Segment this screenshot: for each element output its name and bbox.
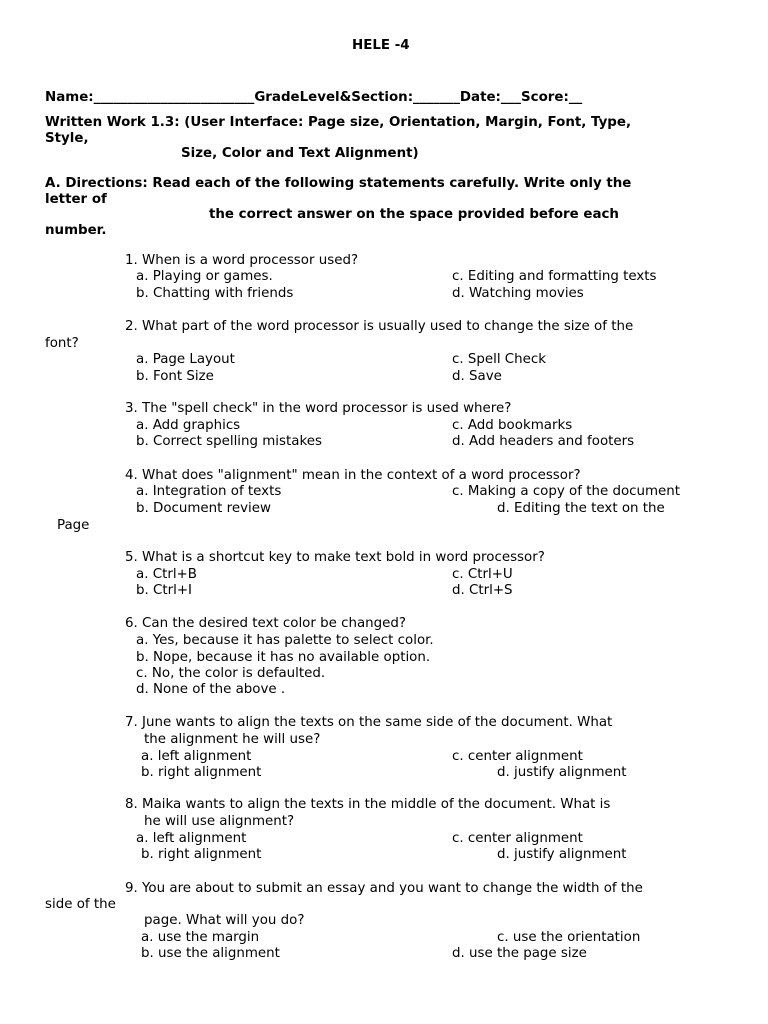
q4-option-c: c. Making a copy of the document <box>452 484 681 499</box>
directions-line-1: A. Directions: Read each of the following statements carefully. Write only the <box>45 176 632 191</box>
q9-option-d: d. use the page size <box>452 946 587 961</box>
question-9-continued: side of the <box>45 897 116 912</box>
q5-option-a: a. Ctrl+B <box>136 567 197 582</box>
question-9: 9. You are about to submit an essay and you want to change the width of the <box>125 881 643 896</box>
question-1: 1. When is a word processor used? <box>125 253 359 268</box>
q2-option-c: c. Spell Check <box>452 352 547 367</box>
q5-option-b: b. Ctrl+I <box>136 583 193 598</box>
work-title-line-1: Written Work 1.3: (User Interface: Page size, Orientation, Margin, Font, Type, <box>45 115 632 130</box>
q3-option-b: b. Correct spelling mistakes <box>136 434 322 449</box>
directions-line-4: number. <box>45 223 107 238</box>
q8-option-b: b. right alignment <box>141 847 262 862</box>
question-9-continued-2: page. What will you do? <box>144 913 305 928</box>
q4-option-d-continued: Page <box>57 518 90 533</box>
q2-option-a: a. Page Layout <box>136 352 235 367</box>
q7-option-c: c. center alignment <box>452 749 583 764</box>
question-5: 5. What is a shortcut key to make text bold in word processor? <box>125 550 545 565</box>
q6-option-d: d. None of the above . <box>136 682 286 697</box>
question-8-continued: he will use alignment? <box>144 814 295 829</box>
question-7-continued: the alignment he will use? <box>144 732 321 747</box>
q7-option-d: d. justify alignment <box>497 765 627 780</box>
directions-line-2: letter of <box>45 192 107 207</box>
document-title: HELE -4 <box>352 38 410 53</box>
question-8: 8. Maika wants to align the texts in the middle of the document. What is <box>125 797 611 812</box>
q9-option-b: b. use the alignment <box>141 946 280 961</box>
q3-option-c: c. Add bookmarks <box>452 418 573 433</box>
question-2-continued: font? <box>45 336 79 351</box>
q2-option-b: b. Font Size <box>136 369 214 384</box>
q1-option-d: d. Watching movies <box>452 286 584 301</box>
q3-option-a: a. Add graphics <box>136 418 241 433</box>
work-title-line-2: Style, <box>45 131 89 146</box>
q8-option-d: d. justify alignment <box>497 847 627 862</box>
q1-option-a: a. Playing or games. <box>136 269 273 284</box>
q9-option-a: a. use the margin <box>141 930 260 945</box>
q4-option-d: d. Editing the text on the <box>497 501 665 516</box>
q4-option-a: a. Integration of texts <box>136 484 282 499</box>
q6-option-c: c. No, the color is defaulted. <box>136 666 326 681</box>
question-3: 3. The "spell check" in the word processor is used where? <box>125 401 512 416</box>
q8-option-a: a. left alignment <box>136 831 247 846</box>
question-6: 6. Can the desired text color be changed? <box>125 616 407 631</box>
q7-option-a: a. left alignment <box>141 749 252 764</box>
question-4: 4. What does "alignment" mean in the context of a word processor? <box>125 468 581 483</box>
q2-option-d: d. Save <box>452 369 502 384</box>
question-2: 2. What part of the word processor is usually used to change the size of the <box>125 319 634 334</box>
student-info-line: Name:________________________GradeLevel&Section:_______Date:___Score:__ <box>45 90 583 105</box>
q1-option-c: c. Editing and formatting texts <box>452 269 657 284</box>
q6-option-b: b. Nope, because it has no available option. <box>136 650 431 665</box>
q6-option-a: a. Yes, because it has palette to select color. <box>136 633 434 648</box>
q9-option-c: c. use the orientation <box>497 930 641 945</box>
q4-option-b: b. Document review <box>136 501 271 516</box>
directions-line-3: the correct answer on the space provided before each <box>209 207 619 222</box>
q3-option-d: d. Add headers and footers <box>452 434 635 449</box>
work-title-line-3: Size, Color and Text Alignment) <box>181 146 419 161</box>
q5-option-c: c. Ctrl+U <box>452 567 513 582</box>
question-7: 7. June wants to align the texts on the same side of the document. What <box>125 715 613 730</box>
q7-option-b: b. right alignment <box>141 765 262 780</box>
q8-option-c: c. center alignment <box>452 831 583 846</box>
q1-option-b: b. Chatting with friends <box>136 286 294 301</box>
q5-option-d: d. Ctrl+S <box>452 583 513 598</box>
